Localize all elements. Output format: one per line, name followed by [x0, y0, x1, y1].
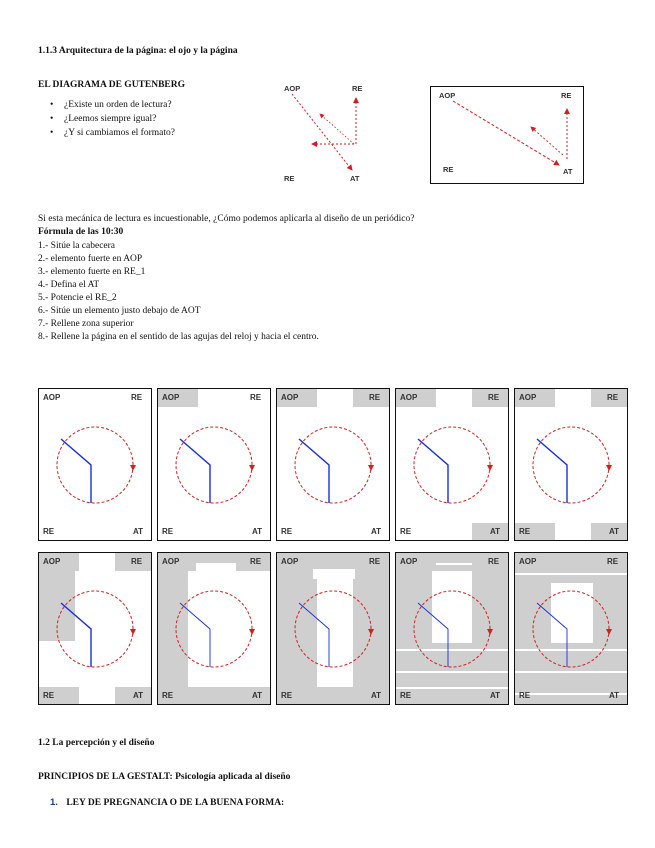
- label-re-bottom: RE: [519, 527, 531, 536]
- list-item: 4.- Defina el AT: [38, 280, 100, 290]
- list-item: 8.- Rellene la página en el sentido de las agujas del reloj y hacia el centro.: [38, 332, 319, 342]
- reading-path-graphic: [39, 389, 152, 541]
- label-re-top: RE: [369, 557, 381, 566]
- clock-hand-line: [180, 603, 210, 667]
- label-aop: AOP: [284, 84, 301, 93]
- layout-panel: [395, 388, 509, 541]
- clock-hand-line: [537, 603, 567, 667]
- reading-circle: [295, 591, 371, 667]
- layout-panel: [157, 388, 271, 541]
- label-re-top: RE: [352, 84, 363, 93]
- label-re-top: RE: [607, 557, 619, 566]
- question-text: Si esta mecánica de lectura es incuestionable, ¿Cómo podemos aplicarla al diseño de un periódico?: [38, 214, 415, 224]
- label-at: AT: [490, 527, 501, 536]
- label-re-bottom: RE: [162, 527, 174, 536]
- label-re-bottom: RE: [43, 691, 55, 700]
- law-title: LEY DE PREGNANCIA O DE LA BUENA FORMA:: [66, 798, 285, 808]
- steps-list: [38, 240, 319, 344]
- label-re-top: RE: [607, 393, 619, 402]
- clock-hand-line: [418, 603, 448, 667]
- label-aop: AOP: [400, 393, 418, 402]
- label-aop: AOP: [43, 557, 61, 566]
- label-aop: AOP: [162, 393, 180, 402]
- list-item: 5.- Potencie el RE_2: [38, 293, 117, 303]
- label-re-bottom: RE: [281, 691, 293, 700]
- label-at: AT: [609, 691, 620, 700]
- label-at: AT: [371, 527, 382, 536]
- layout-panel: [38, 388, 152, 541]
- reading-path-graphic: [277, 389, 390, 541]
- label-re-bottom: RE: [284, 174, 295, 183]
- label-at: AT: [563, 167, 573, 176]
- reading-path-graphic: [515, 553, 628, 705]
- reading-path-graphic: [277, 553, 390, 705]
- law-number: 1.: [50, 797, 58, 808]
- reading-path-graphic: [396, 389, 509, 541]
- list-item: 7.- Rellene zona superior: [38, 319, 134, 329]
- reading-path-graphic: [158, 553, 271, 705]
- label-aop: AOP: [519, 557, 537, 566]
- clock-hand-line: [61, 603, 91, 667]
- label-re-top: RE: [131, 393, 143, 402]
- label-at: AT: [609, 527, 620, 536]
- reading-circle: [295, 427, 371, 503]
- clock-hand-line: [299, 603, 329, 667]
- reading-circle: [533, 591, 609, 667]
- list-item: • ¿Existe un orden de lectura?: [50, 98, 175, 112]
- label-re-bottom: RE: [519, 691, 531, 700]
- clock-hand-line: [299, 439, 329, 503]
- gestalt-heading: PRINCIPIOS DE LA GESTALT: Psicología aplicada al diseño: [38, 772, 291, 782]
- label-aop: AOP: [162, 557, 180, 566]
- label-at: AT: [252, 527, 263, 536]
- reading-path-graphic: [158, 389, 271, 541]
- label-re-bottom: RE: [400, 691, 412, 700]
- list-item: 6.- Sitúe un elemento justo debajo de AOT: [38, 306, 201, 316]
- label-re-top: RE: [131, 557, 143, 566]
- layout-panel: [514, 552, 628, 705]
- label-at: AT: [371, 691, 382, 700]
- label-aop: AOP: [439, 91, 456, 100]
- layout-panel: [514, 388, 628, 541]
- layout-panel: [395, 552, 509, 705]
- label-re-top: RE: [369, 393, 381, 402]
- list-item: 2.- elemento fuerte en AOP: [38, 254, 143, 264]
- reading-path-graphic: [515, 389, 628, 541]
- reading-path-graphic: [396, 553, 509, 705]
- label-aop: AOP: [43, 393, 61, 402]
- reading-circle: [57, 427, 133, 503]
- list-item: 1.- Sitúe la cabecera: [38, 241, 116, 251]
- gutenberg-diagram-small: [284, 84, 364, 184]
- reading-circle: [57, 591, 133, 667]
- clock-hand-line: [537, 439, 567, 503]
- label-re-bottom: RE: [43, 527, 55, 536]
- label-at: AT: [350, 174, 360, 183]
- label-re-top: RE: [250, 557, 262, 566]
- layout-panel: [276, 552, 390, 705]
- clock-hand-line: [61, 439, 91, 503]
- layout-panel: [157, 552, 271, 705]
- law-heading: [50, 797, 284, 808]
- clock-hand-line: [180, 439, 210, 503]
- label-re-bottom: RE: [162, 691, 174, 700]
- label-re-top: RE: [561, 91, 572, 100]
- clock-hand-line: [418, 439, 448, 503]
- label-re-top: RE: [488, 557, 500, 566]
- label-re-bottom: RE: [281, 527, 293, 536]
- question-list: [50, 98, 175, 140]
- list-item: • ¿Y si cambiamos el formato?: [50, 126, 175, 140]
- label-at: AT: [490, 691, 501, 700]
- reading-path-graphic: [39, 553, 152, 705]
- reading-circle: [176, 427, 252, 503]
- label-aop: AOP: [281, 393, 299, 402]
- list-item: 3.- elemento fuerte en RE_1: [38, 267, 146, 277]
- reading-circle: [414, 591, 490, 667]
- layout-panel: [276, 388, 390, 541]
- label-re-bottom: RE: [400, 527, 412, 536]
- gutenberg-heading: EL DIAGRAMA DE GUTENBERG: [38, 80, 186, 90]
- section-title: 1.1.3 Arquitectura de la página: el ojo y la página: [38, 46, 238, 56]
- label-at: AT: [133, 691, 144, 700]
- reading-circle: [414, 427, 490, 503]
- label-re-top: RE: [250, 393, 262, 402]
- reading-circle: [533, 427, 609, 503]
- label-re-bottom: RE: [443, 165, 454, 174]
- reading-circle: [176, 591, 252, 667]
- label-aop: AOP: [400, 557, 418, 566]
- formula-title: Fórmula de las 10:30: [38, 227, 124, 237]
- list-item: • ¿Leemos siempre igual?: [50, 112, 175, 126]
- label-at: AT: [133, 527, 144, 536]
- layout-panel: [38, 552, 152, 705]
- label-re-top: RE: [488, 393, 500, 402]
- gutenberg-diagram-large: [430, 86, 584, 184]
- label-aop: AOP: [281, 557, 299, 566]
- label-aop: AOP: [519, 393, 537, 402]
- label-at: AT: [252, 691, 263, 700]
- section-12-title: 1.2 La percepción y el diseño: [38, 738, 155, 748]
